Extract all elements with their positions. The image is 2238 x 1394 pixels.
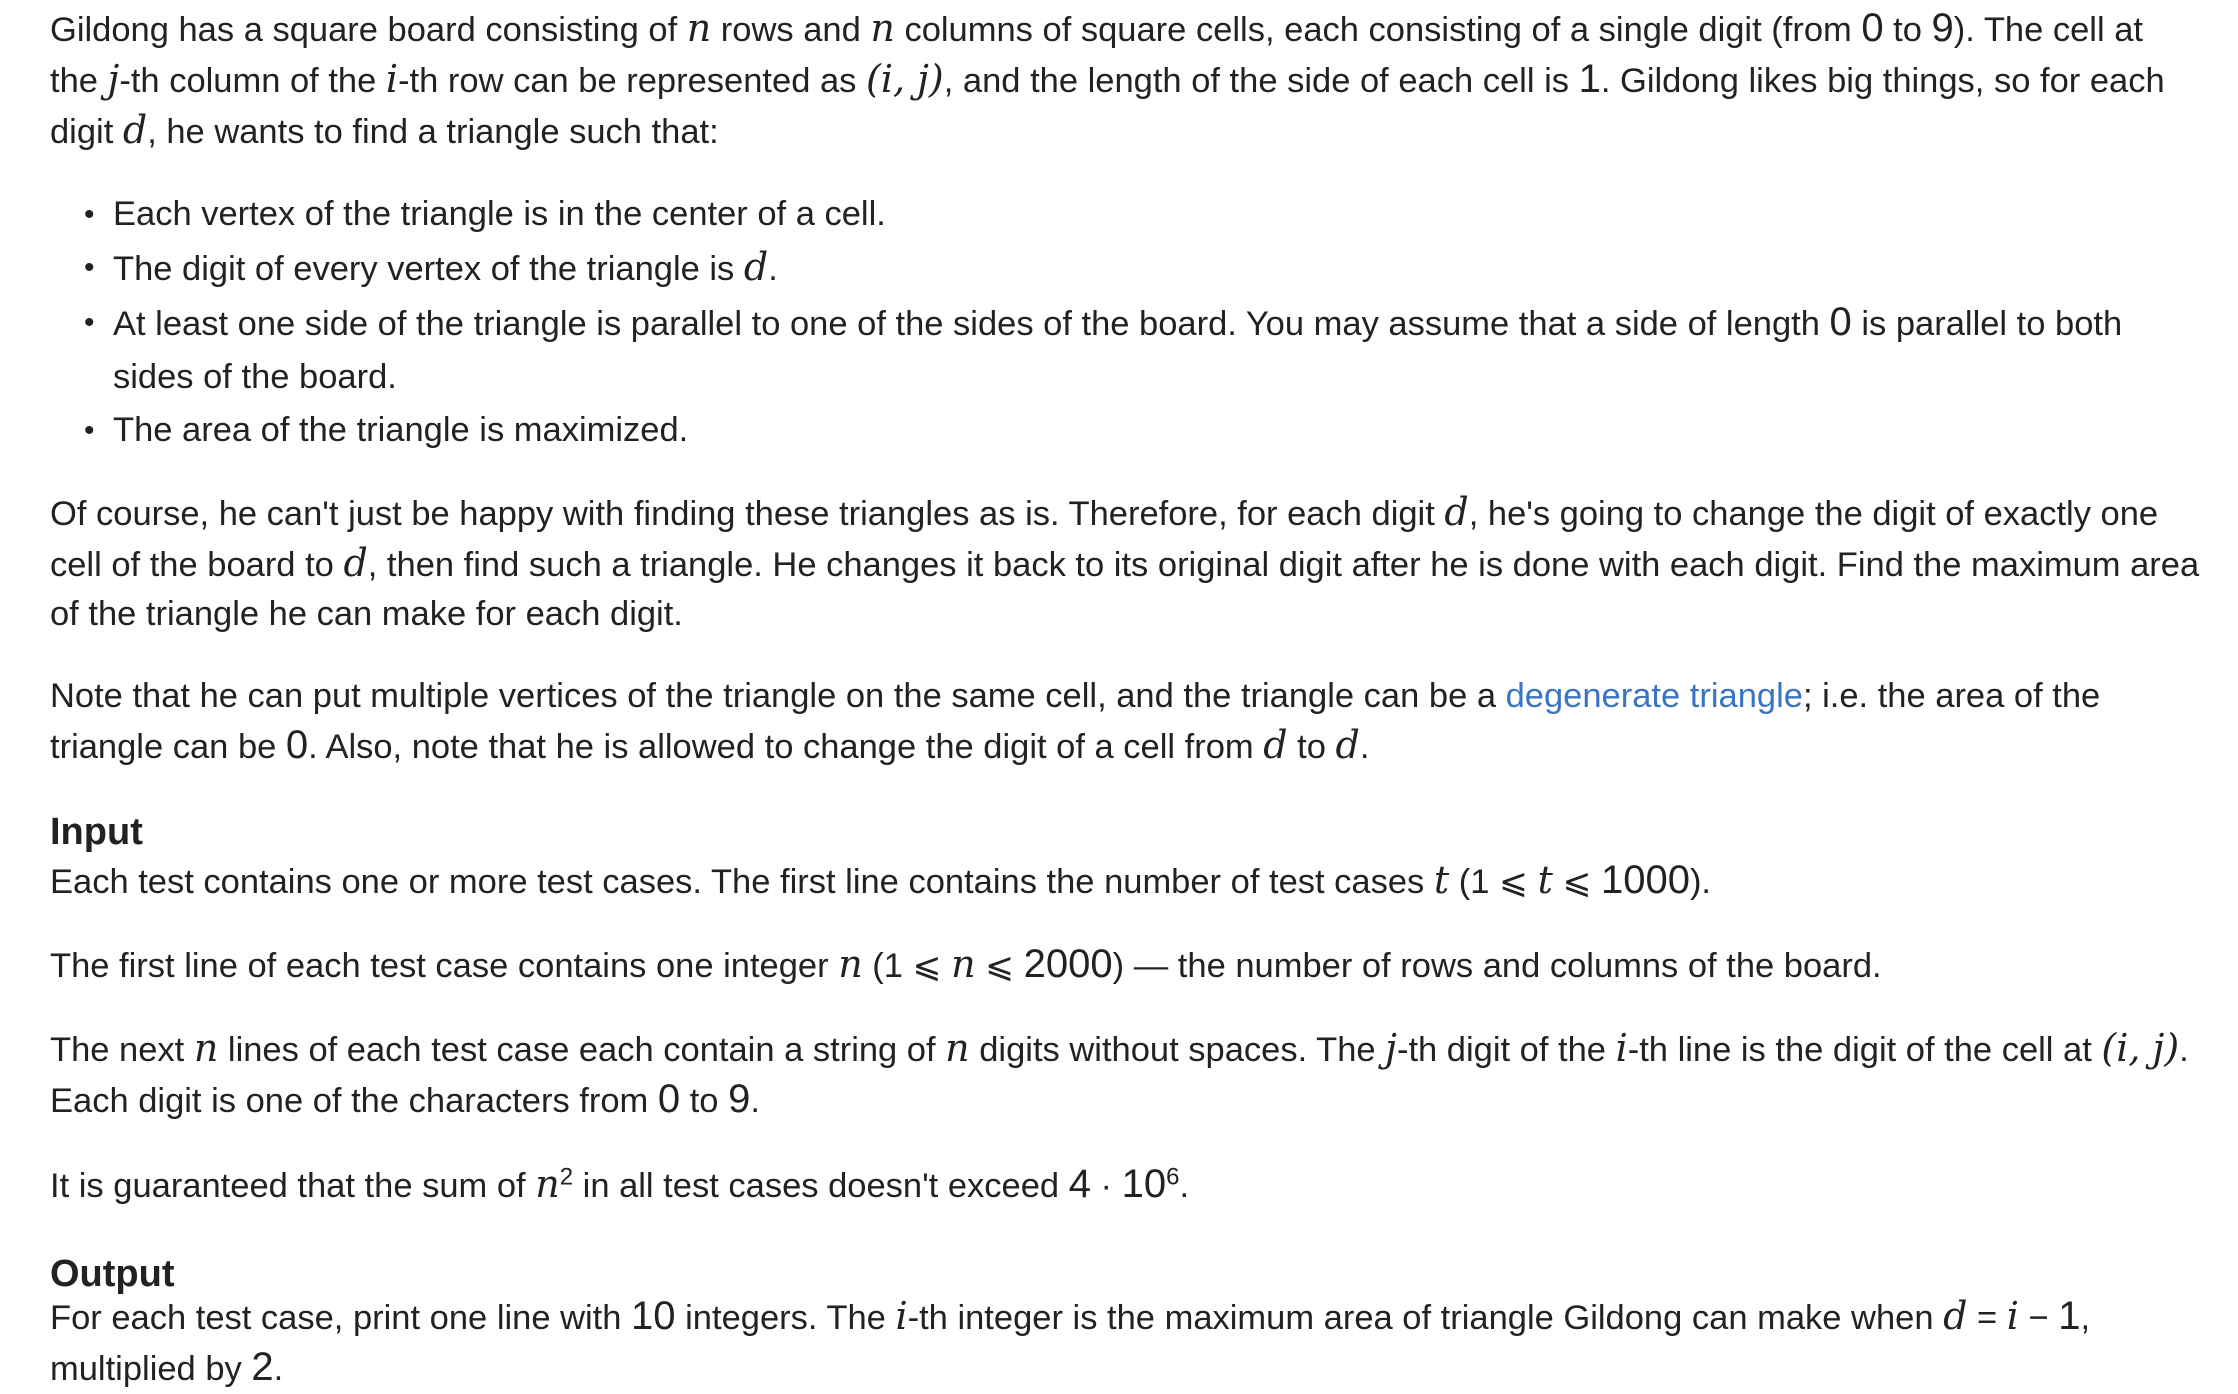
input-paragraph-2: The first line of each test case contains one integer n (1 ⩽ n ⩽ 2000) — the number of rows and columns of the board. <box>50 942 1882 986</box>
degenerate-triangle-link[interactable]: degenerate triangle <box>1505 677 1803 715</box>
bullet-icon: • <box>84 198 95 231</box>
bullet-icon: • <box>84 251 95 284</box>
input-paragraph-3: The next n lines of each test case each contain a string of n digits without spaces. The j-th digit of the i-th line is the digit of the cell at (i, j). Each digit is one of the characters from 0 to 9. <box>50 1026 2189 1121</box>
input-paragraph-1: Each test contains one or more test cases. The first line contains the number of test cases t (1 ⩽ t ⩽ 1000). <box>50 858 1712 902</box>
list-item: • At least one side of the triangle is parallel to one of the sides of the board. You may assume that a side of length 0 is parallel to both sides of the board. <box>50 296 2200 404</box>
input-heading: Input <box>50 811 143 853</box>
output-heading: Output <box>50 1253 175 1295</box>
intro-paragraph: Gildong has a square board consisting of n rows and n columns of square cells, each consisting of a single digit (from 0 to 9). The cell at the j-th column of the i-th row can be represented as (i, j), and the length of the side of each cell is 1. Gildong likes big things, so for each digit d, he wants to find a triangle such that: <box>50 6 2165 152</box>
list-item: • The digit of every vertex of the triangle is d. <box>50 241 2200 296</box>
bullet-icon: • <box>84 414 95 447</box>
input-paragraph-4: It is guaranteed that the sum of $n^2$ in all test cases doesn't exceed $4 \cdot 10^6$. <box>50 1162 1190 1206</box>
output-paragraph: For each test case, print one line with 10 integers. The i-th integer is the maximum area of triangle Gildong can make when d = i − 1, multiplied by 2. <box>50 1294 2091 1389</box>
bullet-icon: • <box>84 306 95 339</box>
note-paragraph: Note that he can put multiple vertices of the triangle on the same cell, and the triangle can be a degenerate triangle; i.e. the area of the triangle can be 0. Also, note that he is allowed to change the digit of a cell from d to d. <box>50 677 2101 767</box>
conditions-list <box>50 188 2200 457</box>
change-paragraph: Of course, he can't just be happy with finding these triangles as is. Therefore, for each digit d, he's going to change the digit of exactly one cell of the board to d, then find such a triangle. He changes it back to its original digit after he is done with each digit. Find the maximum area of the triangle he can make for each digit. <box>50 490 2200 633</box>
list-item: • Each vertex of the triangle is in the center of a cell. <box>50 188 2200 241</box>
list-item: • The area of the triangle is maximized. <box>50 404 2200 457</box>
